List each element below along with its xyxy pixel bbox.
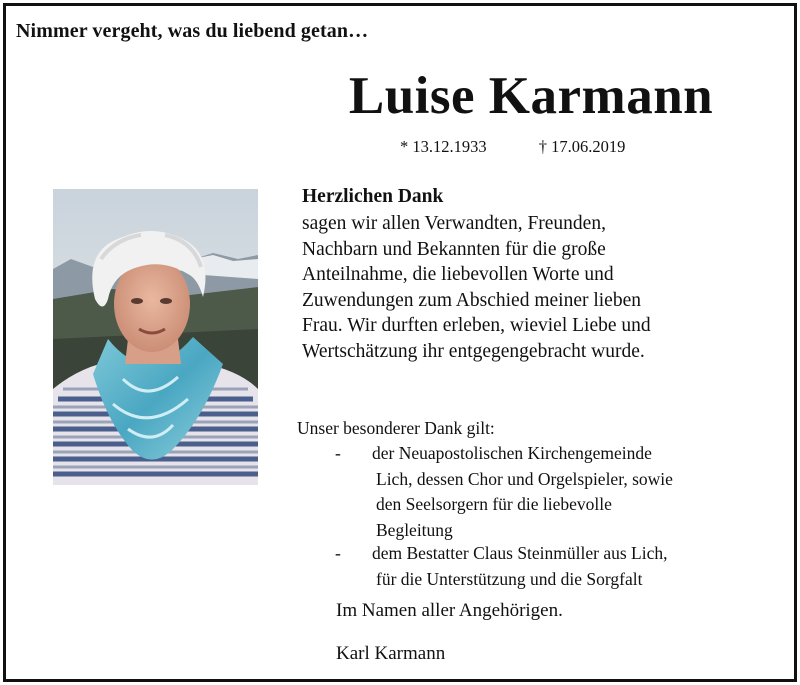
thanks-line: Wertschätzung ihr entgegengebracht wurde. xyxy=(302,340,645,362)
closing-line: Im Namen aller Angehörigen. xyxy=(336,600,563,621)
item-line: den Seelsorgern für die liebevolle xyxy=(376,494,612,514)
list-dash: - xyxy=(335,443,341,463)
thanks-paragraph xyxy=(302,211,772,365)
deceased-name: Luise Karmann xyxy=(348,67,714,125)
thanks-heading: Herzlichen Dank xyxy=(302,186,444,207)
item-line: Lich, dessen Chor und Orgelspieler, sowie xyxy=(376,468,673,489)
signature: Karl Karmann xyxy=(336,643,446,664)
portrait-image xyxy=(53,189,258,485)
list-dash: - xyxy=(335,543,341,563)
item-line: für die Unterstützung und die Sorgfalt xyxy=(376,568,643,589)
thanks-line: Anteilnahme, die liebevollen Worte und xyxy=(302,264,614,286)
death-date: † 17.06.2019 xyxy=(538,137,626,156)
thanks-line: Nachbarn und Bekannten für die große xyxy=(302,238,606,260)
item-line: Begleitung xyxy=(376,519,453,540)
thanks-line: Frau. Wir durften erleben, wieviel Liebe und xyxy=(302,315,651,337)
item-line: der Neuapostolischen Kirchengemeinde xyxy=(372,443,652,463)
special-thanks-intro: Unser besonderer Dank gilt: xyxy=(297,418,495,438)
birth-date: * 13.12.1933 xyxy=(400,137,487,156)
portrait-photo xyxy=(53,189,258,485)
motto-heading: Nimmer vergeht, was du liebend getan… xyxy=(16,20,369,42)
item-line: dem Bestatter Claus Steinmüller aus Lich, xyxy=(372,543,668,563)
thanks-line: Zuwendungen zum Abschied meiner lieben xyxy=(302,289,641,311)
thanks-line: sagen wir allen Verwandten, Freunden, xyxy=(302,213,606,234)
life-dates xyxy=(400,137,625,157)
